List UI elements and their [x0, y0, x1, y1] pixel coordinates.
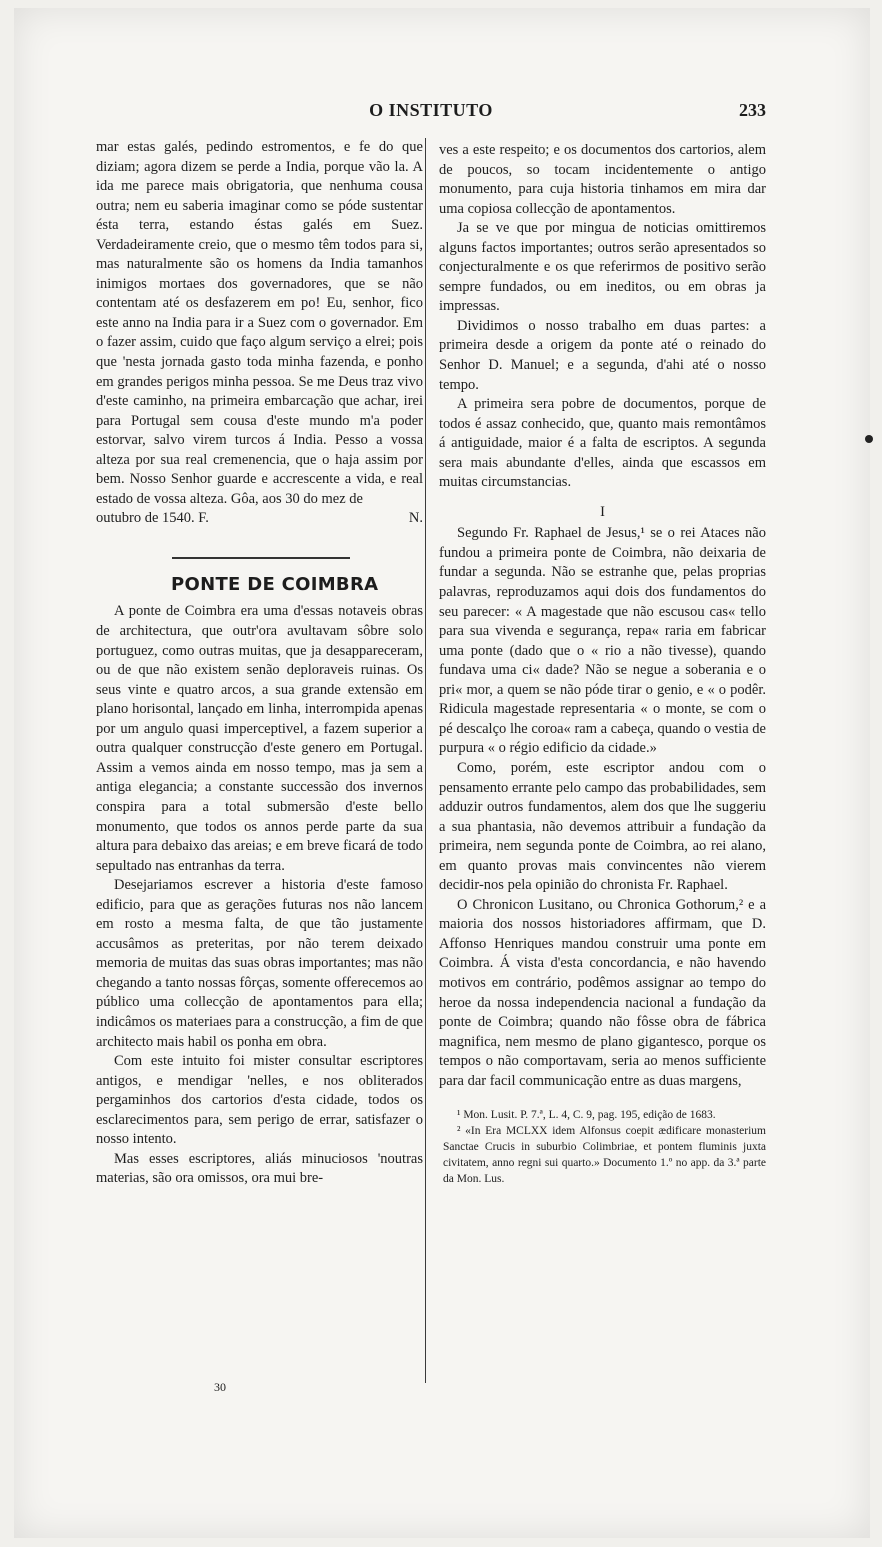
section-title: PONTE DE COIMBRA — [171, 573, 379, 595]
paragraph: Com este intuito foi mister consultar escriptores antigos, e mendigar 'nelles, e nos obliterados pergaminhos dos cartorios d'esta cidade, todos os esclarecimentos para, sem perigo de errar, satisfazer o nosso intento. — [96, 1053, 423, 1148]
page-number: 233 — [739, 100, 766, 120]
paragraph: Mas esses escriptores, aliás minuciosos 'noutras materias, são ora omissos, ora mui bre- — [96, 1150, 423, 1187]
journal-title: O INSTITUTO — [369, 100, 493, 120]
footnotes — [439, 1107, 766, 1187]
signature-mark: 30 — [214, 1380, 226, 1394]
letter-dateline — [96, 509, 423, 529]
left-column — [96, 138, 423, 1189]
dateline-initial: N. — [408, 510, 423, 527]
right-column — [439, 141, 766, 1187]
paragraph: ves a este respeito; e os documentos dos cartorios, alem de poucos, so tocam incidentemente o antigo monumento, para cuja historia tinhamos em mira dar uma copiosa collecção de apontamentos. — [439, 142, 766, 217]
column-divider — [425, 138, 426, 1383]
paragraph: Desejariamos escrever a historia d'este famoso edificio, para que as gerações futuras nos não lancem em rosto a mesma falta, de que tão justamente accusâmos as preteritas, por não terem deixado memoria de muitas das suas obras importantes; mas não chegando a tanto nossas fôrças, somente offerecemos ao público uma collecção de apontamentos para ella; indicâmos os materiaes para a construcção, a fim de que architecto mais habil os ponha em obra. — [96, 877, 423, 1050]
paragraph: A primeira sera pobre de documentos, porque de todos é assaz conhecido, que, quanto mais remontâmos á antiguidade, maior é a falta de escriptos. A segunda sera mais abundante d'elles, ainda que escassos em muitas circumstancias. — [439, 396, 766, 491]
section-number: I — [600, 503, 605, 520]
binding-hole-mark — [865, 435, 873, 443]
paragraph: Dividimos o nosso trabalho em duas partes: a primeira desde a origem da ponte até o reinado do Senhor D. Manuel; e a segunda, d'ahi até o nosso tempo. — [439, 317, 766, 393]
paragraph: A ponte de Coimbra era uma d'essas notaveis obras de architectura, que outr'ora avultavam sôbre solo portuguez, como outras muitas, que ja desappareceram, ou de que não existem senão deploraveis ruinas. Os seus vinte e quatro arcos, a sua grande extensão em plano horisontal, lançado em linha, interrompida apenas por um angulo quasi imperceptivel, a fazem superior a outra qualquer construcção d'este genero em Portugal. Assim a vemos ainda em nosso tempo, mas ja sem a antiga elegancia; a constante successão dos invernos conspira para a total submersão d'este bello monumento, que todos os annos perde parte da sua altura para debaixo das areias; e em breve ficará de todo sepultado nas entranhas da terra. — [96, 603, 423, 874]
paragraph: Ja se ve que por mingua de noticias omittiremos alguns factos importantes; outros serão apresentados so conjecturalmente e os que referirmos de positivo serão sempre fundados, ou em ineditos, ou em obras ja impressas. — [439, 220, 766, 315]
footnote: ² «In Era MCLXX idem Alfonsus coepit ædificare monasterium Sanctae Crucis in suburbio Colimbriae, et pontem fluminis juxta civitatem, anno regni sui quarto.» Documento 1.º no app. da 3.ª parte da Mon. Lus. — [443, 1125, 766, 1186]
page-sheet — [14, 8, 870, 1538]
section-divider — [172, 557, 350, 559]
paragraph: Como, porém, este escriptor andou com o pensamento errante pelo campo das probabilidades, sem adduzir outros fundamentos, alem dos que lhe suggeriu a sua phantasia, não devemos attribuir a fundação da primeira, nem segunda ponte de Coimbra, ao rei alano, em quanto provas mais convincentes não vierem decidir-nos pela opinião do chronista Fr. Raphael. — [439, 759, 766, 894]
letter-text: mar estas galés, pedindo estromentos, e fe do que diziam; agora dizem se perde a India, porque vão la. A ida me parece mais obrigatoria, que nenhuma cousa outra; nem eu saberia imaginar como se póde sustentar ésta terra, estando éstas galés em Suez. Verdadeiramente creio, que o mesmo têm todos para si, mas naturalmente são os homens da India tamanhos inimigos mortaes dos governadores, que se não contentam até os desfazerem em po! Eu, senhor, fico este anno na India para ir a Suez com o governador. Em o fazer assim, cuido que faço algum serviço a elrei; pois que 'nesta jornada gasto toda minha fazenda, e ponho em grandes perigos minha pessoa. Se me Deus traz vivo d'este caminho, na primeira embarcação que achar, irei para Portugal sem cousa d'este mundo m'a poder estorvar, salvo virem turcos á India. Pesso a vossa alteza por sua real cremenencia, que o haja assim por bem. Nosso Senhor guarde e accrescente a vida, e real estado de vossa alteza. Gôa, aos 30 do mez de — [96, 139, 423, 507]
footnote: ¹ Mon. Lusit. P. 7.ª, L. 4, C. 9, pag. 195, edição de 1683. — [457, 1109, 716, 1122]
running-head — [96, 100, 766, 126]
dateline-text: outubro de 1540. F. — [96, 510, 209, 527]
paragraph: Segundo Fr. Raphael de Jesus,¹ se o rei Ataces não fundou a primeira ponte de Coimbra, não deixaria de fundar a segunda. Não se estranhe que, pelas proprias palavras, reproduzamos aqui dois dos fundamentos do seu parecer: « A magestade que não escusou cas« tello para sua vivenda e segurança, repa« raria em fabricar uma ponte (dado que o « rio a não tivesse), quando fundava uma ci« dade? Não se negue a soberania e o pri« mor, a quem se não póde tirar o genio, e « o podêr. Ridicula magestade representaria « o monte, se com o pé descalço lhe coroa« ram a cabeça, quando o vestia de purpura « o régio edificio da cidade.» — [439, 525, 766, 757]
paragraph: O Chronicon Lusitano, ou Chronica Gothorum,² e a maioria dos nossos historiadores affirmam, que D. Affonso Henriques mandou construir uma ponte em Coimbra. Á vista d'esta concordancia, e não havendo motivos em contrário, podêmos assignar ao tempo do heroe da nossa independencia nacional a fundação da ponte de Coimbra; quando não fôsse obra de fábrica magnifica, nem mesmo de plano gigantesco, porque os tempos o não comportavam, seria ao menos sufficiente para dar facil communicação entre as duas margens, — [439, 896, 766, 1089]
